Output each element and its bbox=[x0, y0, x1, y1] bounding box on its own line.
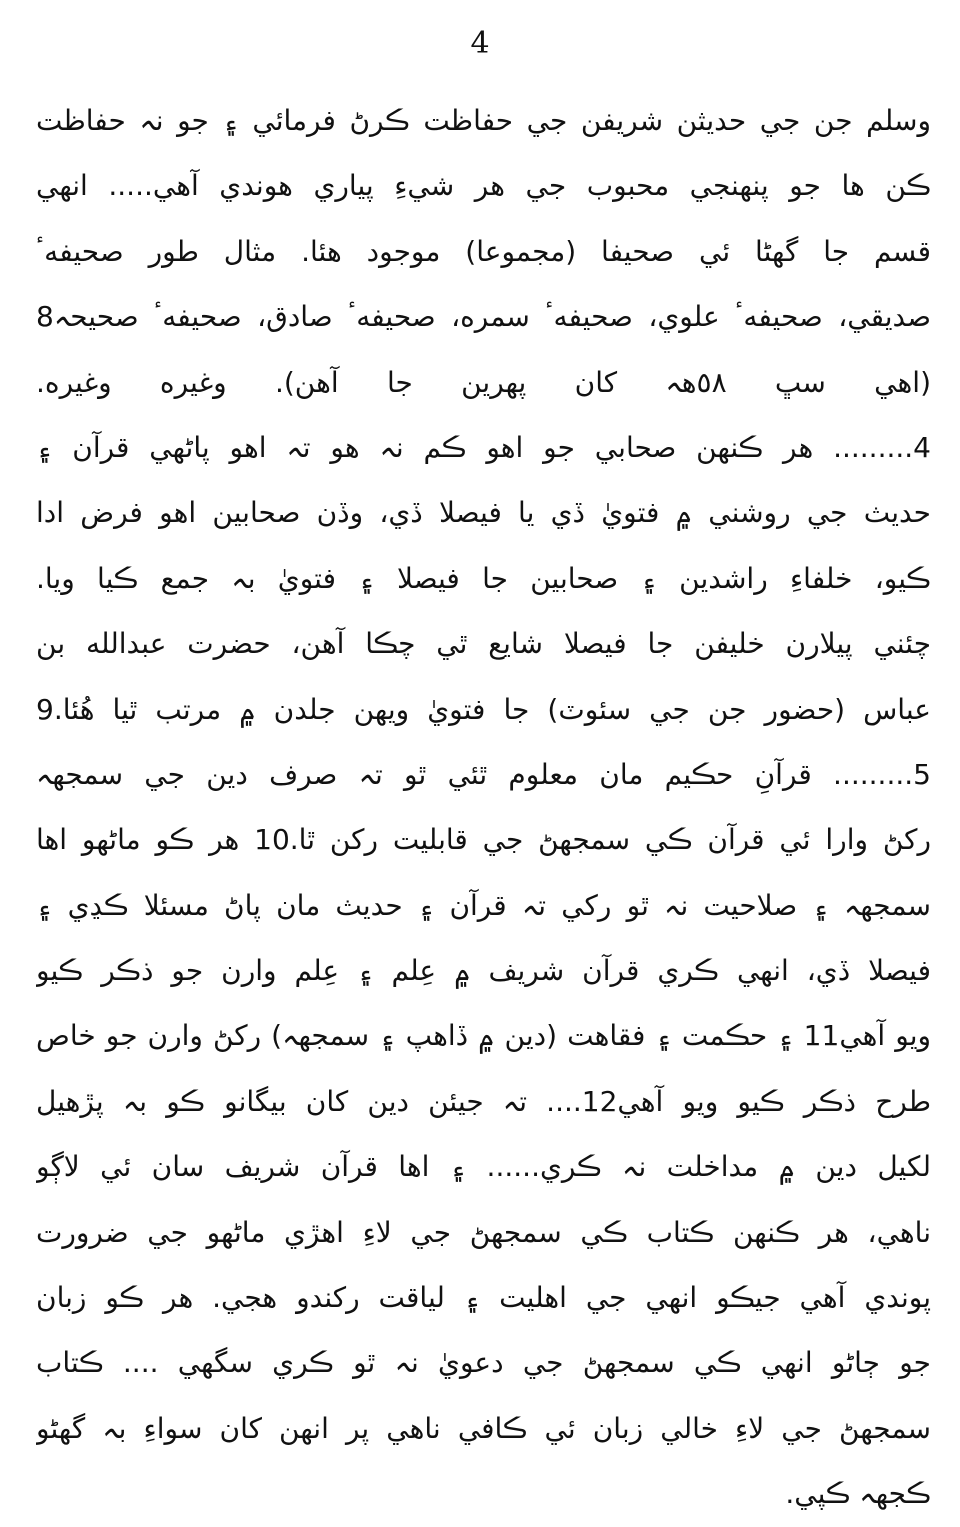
text-line: ڪن ها جو پنهنجي محبوب جي هر شيءِ پياري هوندي آهي..... انهي bbox=[36, 169, 931, 203]
body-text bbox=[36, 88, 931, 1527]
text-line: 4......... هر ڪنهن صحابي جو اهو ڪم نہ هو تہ اهو پاڻهي قرآن ۽ bbox=[36, 430, 931, 464]
text-line: عباس (حضور جن جي سئوٽ) جا فتويٰ ويهن جلدن ۾ مرتب ٿيا هُئا.9 bbox=[36, 692, 931, 726]
text-line: صديقي، صحيفهٴ علوي، صحيفهٴ سمره، صحيفهٴ صادق، صحيفهٴ صحيحہ8 bbox=[36, 300, 931, 334]
text-line: ويو آهي11 ۽ حڪمت ۽ فقاهت (دين ۾ ڏاهپ ۽ سمجهہ) رکڻ وارن جو خاص bbox=[36, 1019, 931, 1053]
text-line: سمجهہ ۽ صلاحيت نہ ٿو رکي تہ قرآن ۽ حديث مان پاڻ مسئلا ڪڍي ۽ bbox=[36, 888, 931, 922]
text-line: سمجهڻ جي لاءِ خالي زبان ئي ڪافي ناهي پر انهن کان سواءِ بہ گهڻو bbox=[36, 1411, 931, 1445]
text-line: ناهي، هر ڪنهن ڪتاب ڪي سمجهڻ جي لاءِ اهڙي ماڻهو جي ضرورت bbox=[36, 1215, 931, 1249]
text-line: فيصلا ڏي، انهي ڪري قرآن شريف ۾ عِلم ۽ عِلم وارن جو ذڪر ڪيو bbox=[36, 954, 931, 988]
text-line: (اهي سڀ ٥٨هہ کان پهرين جا آهن). وغيره وغيره. bbox=[36, 365, 931, 399]
text-line: حديث جي روشني ۾ فتويٰ ڏي يا فيصلا ڏي، وڏن صحابين اهو فرض ادا bbox=[36, 496, 931, 530]
text-line: 5......... قرآنِ حڪيم مان معلوم ٿئي ٿو تہ صرف دين جي سمجهہ bbox=[36, 757, 931, 791]
text-line: ڪيو، خلفاءِ راشدين ۽ صحابين جا فيصلا ۽ فتويٰ بہ جمع ڪيا ويا. bbox=[36, 561, 931, 595]
text-line: قسم جا گهڻا ئي صحيفا (مجموعا) موجود هئا. مثال طور صحيفهٴ bbox=[36, 234, 931, 268]
text-line: جو ڄاڻو انهي ڪي سمجهڻ جي دعويٰ نہ ٿو ڪري سگهي .... ڪتاب bbox=[36, 1346, 931, 1380]
text-line: وسلم جن جي حديثن شريفن جي حفاظت ڪرڻ فرمائي ۽ جو نہ حفاظت bbox=[36, 104, 931, 137]
page-number: 4 bbox=[470, 26, 490, 61]
text-line: چئني پيلارن خليفن جا فيصلا شايع ٿي چڪا آهن، حضرت عبدالله بن bbox=[36, 627, 931, 661]
text-line: ڪجهہ ڪپي. bbox=[785, 1477, 931, 1511]
text-line: لکيل دين ۾ مداخلت نہ ڪري...... ۽ اها قرآن شريف سان ئي لاڳو bbox=[36, 1150, 931, 1184]
text-line: رکڻ وارا ئي قرآن ڪي سمجهڻ جي قابليت رکن ٿا.10 هر ڪو ماڻهو اها bbox=[36, 823, 931, 857]
text-line: طرح ذڪر ڪيو ويو آهي12.... تہ جيئن دين کان بيگانو ڪو بہ پڙهيل bbox=[36, 1084, 931, 1118]
text-line: پوندي آهي جيڪو انهي جي اهليت ۽ لياقت رکندو هجي. هر ڪو زبان bbox=[36, 1281, 931, 1315]
